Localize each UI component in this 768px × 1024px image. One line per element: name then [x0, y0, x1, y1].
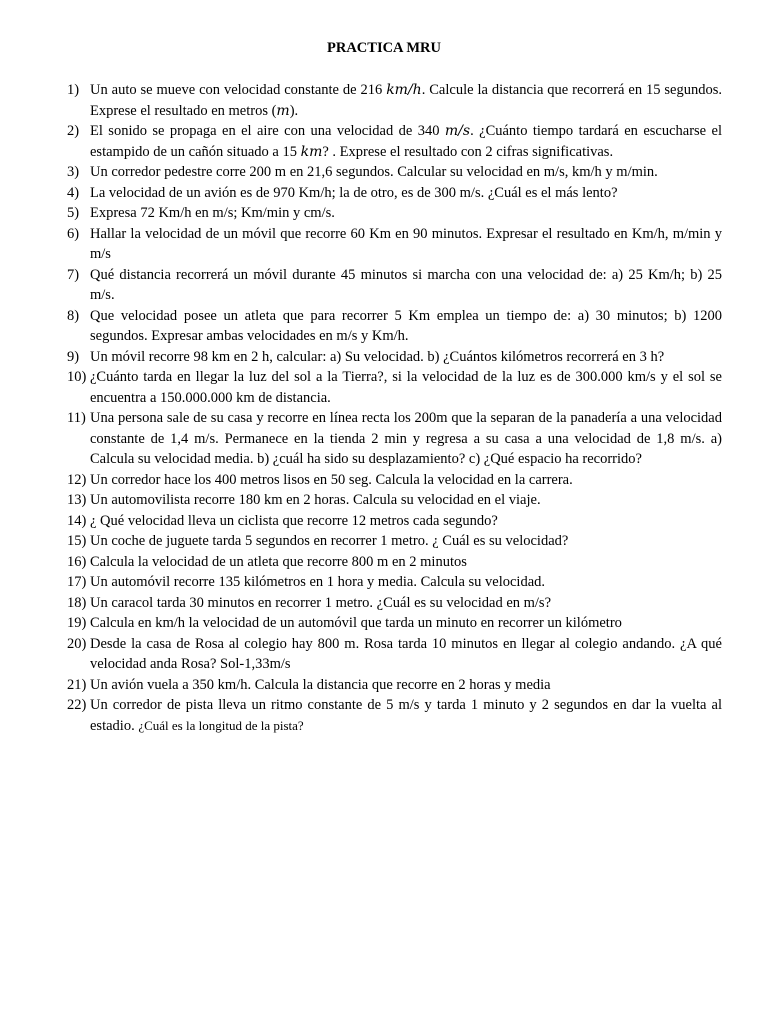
text-segment: ? . Exprese el resultado con 2 cifras significativas.	[322, 143, 614, 160]
math-unit: km/h	[386, 82, 422, 98]
page-title: PRACTICA MRU	[327, 40, 441, 56]
problem-number: 10)	[67, 369, 87, 385]
problem-number: 1)	[67, 82, 80, 98]
text-segment: Un corredor de pista lleva un ritmo constante de 5 m/s y tarda 1 minuto y 2 segundos en dar la vuelta al estadio.	[90, 697, 722, 734]
problem-item-6	[67, 224, 722, 265]
problem-text	[90, 695, 722, 736]
problem-item-15	[67, 531, 722, 552]
problem-text	[90, 80, 722, 121]
problem-item-10	[67, 367, 722, 408]
problem-list	[67, 80, 722, 736]
problem-number: 17)	[67, 574, 87, 590]
problem-number: 2)	[67, 123, 80, 139]
problem-item-11	[67, 408, 722, 470]
problem-item-14	[67, 511, 722, 532]
problem-item-2	[67, 121, 722, 162]
problem-text	[90, 121, 722, 162]
problem-number: 16)	[67, 553, 87, 570]
problem-text: Un móvil recorre 98 km en 2 h, calcular: a) Su velocidad. b) ¿Cuántos kilómetros recorrerá en 3 h?	[90, 348, 665, 365]
problem-item-3	[67, 162, 722, 183]
problem-item-17	[67, 572, 722, 593]
problem-text: Un automóvil recorre 135 kilómetros en 1 hora y media. Calcula su velocidad.	[90, 574, 546, 590]
problem-number: 12)	[67, 471, 87, 488]
problem-item-22	[67, 695, 722, 736]
text-segment: . ¿Cuánto tiempo tardará en escucharse el estampido de un cañón situado a 15	[90, 123, 723, 160]
problem-item-1	[67, 80, 722, 121]
problem-text: ¿ Qué velocidad lleva un ciclista que recorre 12 metros cada segundo?	[90, 512, 498, 529]
problem-text: Un corredor pedestre corre 200 m en 21,6 segundos. Calcular su velocidad en m/s, km/h y m/min.	[90, 164, 658, 180]
text-segment: ¿Cuál es la longitud de la pista?	[138, 717, 304, 733]
problem-item-7	[67, 265, 722, 306]
problem-item-12	[67, 470, 722, 491]
problem-text: Calcula en km/h la velocidad de un automóvil que tarda un minuto en recorrer un kilómetro	[90, 615, 622, 631]
text-segment: Un auto se mueve con velocidad constante de 216	[90, 82, 387, 98]
problem-text: ¿Cuánto tarda en llegar la luz del sol a la Tierra?, si la velocidad de la luz es de 300.000 km/s y el sol se encuentra a 150.000.000 km de distancia.	[90, 369, 722, 406]
problem-number: 19)	[67, 615, 87, 631]
problem-text: La velocidad de un avión es de 970 Km/h; la de otro, es de 300 m/s. ¿Cuál es el más lento?	[90, 184, 618, 201]
problem-text: Una persona sale de su casa y recorre en línea recta los 200m que la separan de la panadería a una velocidad constante de 1,4 m/s. Permanece en la tienda 2 min y regresa a su casa a una velocidad de 1,8 m/s. a) Calcula su velocidad media. b) ¿cuál ha sido su desplazamiento? c) ¿Qué espacio ha recorrido?	[90, 410, 722, 467]
problem-item-20	[67, 634, 722, 675]
problem-item-21	[67, 675, 722, 696]
problem-text: Un corredor hace los 400 metros lisos en 50 seg. Calcula la velocidad en la carrera.	[90, 471, 573, 488]
problem-item-16	[67, 552, 722, 573]
text-segment: . Calcule la distancia que recorrerá en 15 segundos. Exprese el resultado en metros (	[90, 82, 723, 119]
problem-text: Que velocidad posee un atleta que para recorrer 5 Km emplea un tiempo de: a) 30 minutos; b) 1200 segundos. Expresar ambas velocidades en m/s y Km/h.	[90, 307, 722, 344]
problem-number: 5)	[67, 205, 80, 221]
problem-item-13	[67, 490, 722, 511]
problem-number: 14)	[67, 512, 87, 529]
problem-number: 7)	[67, 266, 80, 283]
text-segment: ).	[289, 102, 299, 119]
problem-number: 9)	[67, 348, 80, 365]
problem-number: 15)	[67, 533, 87, 549]
problem-text: Qué distancia recorrerá un móvil durante 45 minutos si marcha con una velocidad de: a) 25 Km/h; b) 25 m/s.	[90, 266, 722, 303]
problem-text: Un caracol tarda 30 minutos en recorrer 1 metro. ¿Cuál es su velocidad en m/s?	[90, 594, 552, 611]
problem-number: 11)	[67, 410, 86, 426]
problem-item-4	[67, 183, 722, 204]
problem-number: 20)	[67, 635, 87, 652]
problem-text: Expresa 72 Km/h en m/s; Km/min y cm/s.	[90, 205, 335, 221]
problem-number: 3)	[67, 164, 80, 180]
problem-item-19	[67, 613, 722, 634]
problem-number: 4)	[67, 184, 80, 201]
problem-text: Hallar la velocidad de un móvil que recorre 60 Km en 90 minutos. Expresar el resultado en Km/h, m/min y m/s	[90, 225, 722, 262]
problem-text: Un coche de juguete tarda 5 segundos en recorrer 1 metro. ¿ Cuál es su velocidad?	[90, 533, 569, 549]
text-segment: El sonido se propaga en el aire con una velocidad de 340	[90, 123, 445, 139]
problem-text: Un avión vuela a 350 km/h. Calcula la distancia que recorre en 2 horas y media	[90, 676, 551, 693]
problem-number: 13)	[67, 492, 87, 508]
math-unit: m	[276, 102, 290, 119]
problem-text: Un automovilista recorre 180 km en 2 horas. Calcula su velocidad en el viaje.	[90, 492, 541, 508]
problem-item-5	[67, 203, 722, 224]
problem-item-9	[67, 347, 722, 368]
problem-item-18	[67, 593, 722, 614]
problem-text: Calcula la velocidad de un atleta que recorre 800 m en 2 minutos	[90, 553, 467, 570]
problem-number: 21)	[67, 676, 87, 693]
problem-text: Desde la casa de Rosa al colegio hay 800 m. Rosa tarda 10 minutos en llegar al colegio andando. ¿A qué velocidad anda Rosa? Sol-1,33m/s	[90, 635, 722, 672]
problem-item-8	[67, 306, 722, 347]
problem-number: 8)	[67, 307, 80, 324]
problem-number: 22)	[67, 697, 87, 713]
math-unit: km	[300, 143, 323, 160]
math-unit: m/s	[444, 123, 471, 139]
problem-number: 18)	[67, 594, 87, 611]
problem-number: 6)	[67, 225, 80, 242]
